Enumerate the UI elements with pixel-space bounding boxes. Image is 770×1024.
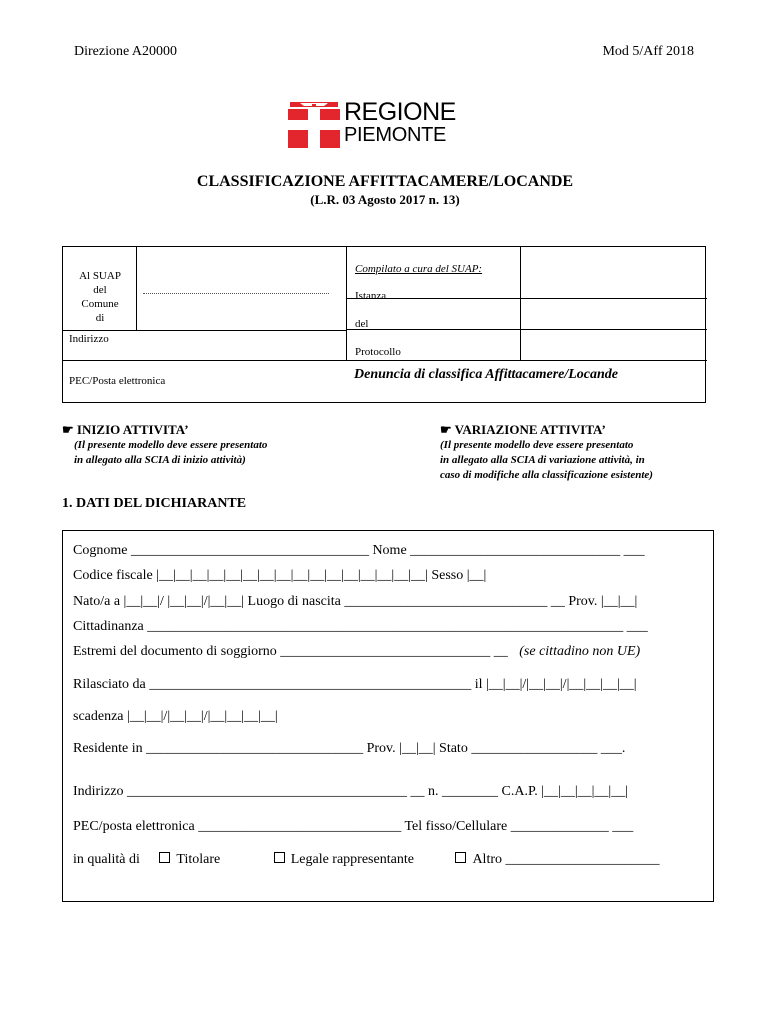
dichiarante-box xyxy=(62,530,714,902)
suap-box xyxy=(62,246,706,403)
nascita-row[interactable]: Nato/a a |__|__|/ |__|__|/|__|__| Luogo di nascita _____________________________ __ Prov. |__|__| xyxy=(73,594,638,609)
rilasciato-row[interactable]: Rilasciato da ______________________________________________ il |__|__|/|__|__|/|__|__|__|__| xyxy=(73,677,637,692)
piemonte-coat-of-arms-icon xyxy=(288,100,340,148)
al-suap-label: Al SUAP xyxy=(79,270,121,282)
cittadinanza-row[interactable]: Cittadinanza ____________________________________________________________________ ___ xyxy=(73,619,648,634)
estremi-row[interactable]: Estremi del documento di soggiorno ______________________________ __ (se cittadino non UE) xyxy=(73,644,641,659)
inizio-attivita-option[interactable]: ☛ INIZIO ATTIVITA’ xyxy=(62,422,189,437)
istanza-label: Istanza xyxy=(355,290,387,302)
variazione-attivita-option[interactable]: ☛ VARIAZIONE ATTIVITA’ xyxy=(440,422,606,437)
comune-di-label: Comune di xyxy=(81,298,119,324)
logo-line2: PIEMONTE xyxy=(344,124,447,146)
residente-row[interactable]: Residente in _______________________________ Prov. |__|__| Stato __________________ ___. xyxy=(73,741,626,756)
indirizzo-row[interactable]: Indirizzo ________________________________________ __ n. ________ C.A.P. |__|__|__|__|__| xyxy=(73,784,629,799)
del-label: del xyxy=(93,284,107,296)
checkbox-icon xyxy=(274,852,285,863)
comune-field[interactable] xyxy=(143,292,329,294)
titolare-checkbox[interactable]: Titolare xyxy=(159,852,220,867)
pec-tel-row[interactable]: PEC/posta elettronica _____________________________ Tel fisso/Cellulare ______________ ___ xyxy=(73,819,634,834)
qualita-row xyxy=(73,852,660,868)
legale-checkbox[interactable]: Legale rappresentante xyxy=(274,852,414,867)
document-title: CLASSIFICAZIONE AFFITTACAMERE/LOCANDE xyxy=(196,173,574,190)
denuncia-title: Denuncia di classifica Affittacamere/Locande xyxy=(354,367,619,382)
regione-piemonte-logo xyxy=(288,100,458,148)
compilato-label: Compilato a cura del SUAP: xyxy=(355,263,483,275)
header-left: Direzione A20000 xyxy=(74,44,178,59)
checkbox-icon xyxy=(455,852,466,863)
logo-line1: REGIONE xyxy=(344,98,456,126)
indirizzo-label: Indirizzo xyxy=(69,333,109,345)
non-ue-note: (se cittadino non UE) xyxy=(519,644,641,659)
header-right: Mod 5/Aff 2018 xyxy=(602,44,694,59)
pec-label: PEC/Posta elettronica xyxy=(69,375,166,387)
section-title: 1. DATI DEL DICHIARANTE xyxy=(62,496,247,511)
del2-label: del xyxy=(355,318,369,330)
cognome-nome-row[interactable]: Cognome __________________________________ Nome ______________________________ ___ xyxy=(73,543,645,558)
codice-fiscale-row[interactable]: Codice fiscale |__|__|__|__|__|__|__|__|__|__|__|__|__|__|__|__| Sesso |__| xyxy=(73,568,487,583)
altro-checkbox[interactable]: Altro ______________________ xyxy=(455,852,659,867)
checkbox-icon xyxy=(159,852,170,863)
hand-pointer-icon: ☛ xyxy=(440,422,455,437)
qualita-label: in qualità di xyxy=(73,852,140,867)
inizio-note: (Il presente modello deve essere presentato in allegato alla SCIA di inizio attività) xyxy=(74,439,268,466)
variazione-note: (Il presente modello deve essere presentato in allegato alla SCIA di variazione attività, in caso di modifiche alla classificazione esistente) xyxy=(440,439,653,481)
scadenza-row[interactable]: scadenza |__|__|/|__|__|/|__|__|__|__| xyxy=(73,709,278,724)
protocollo-label: Protocollo xyxy=(355,346,401,358)
document-subtitle: (L.R. 03 Agosto 2017 n. 13) xyxy=(310,192,460,207)
hand-pointer-icon: ☛ xyxy=(62,422,77,437)
